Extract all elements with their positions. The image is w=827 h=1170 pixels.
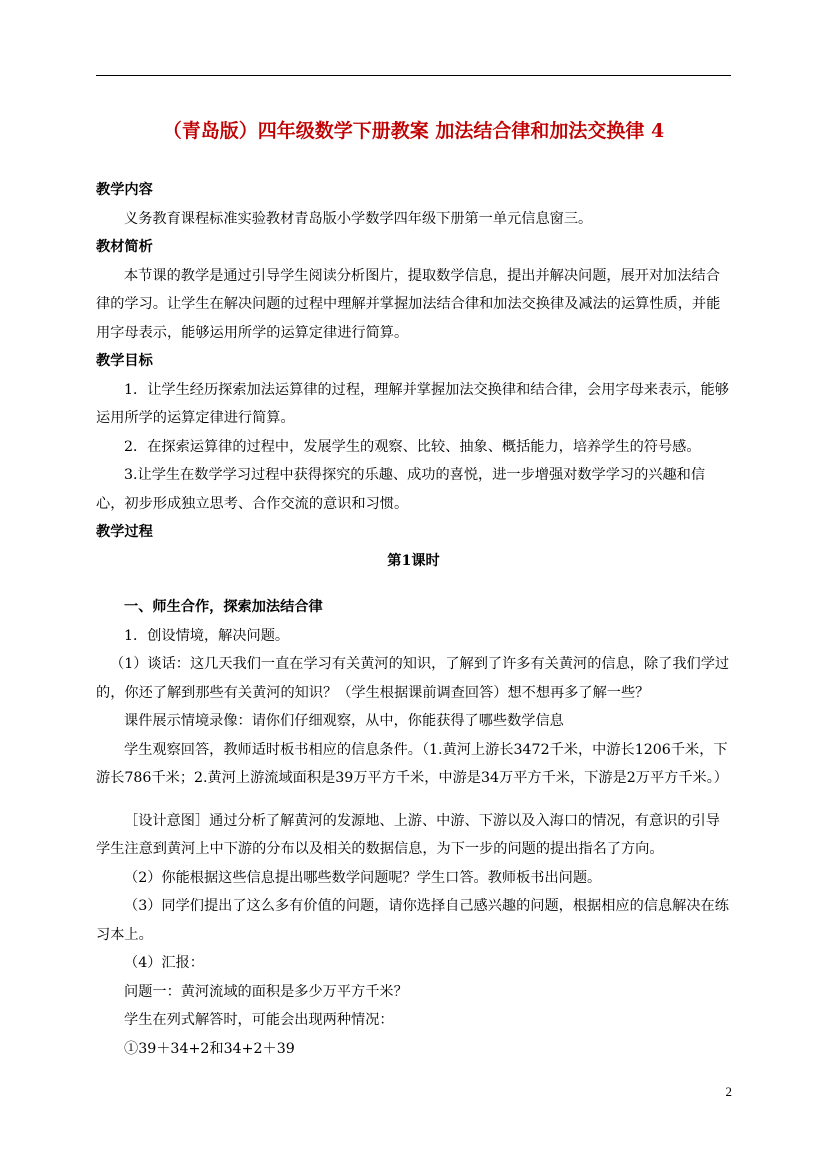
header-rule bbox=[96, 75, 731, 76]
section-heading-goals: 教学目标 bbox=[96, 353, 153, 369]
problem1-text: 问题一：黄河流域的面积是多少万平方千米？ bbox=[124, 983, 408, 1000]
design-intent-text: 通过分析了解黄河的发源地、上游、中游、下游以及入海口的情况，有意识的引导学生注意到黄河上中下游的分布以及相关的数据信息，为下一步的问题的提出指名了方向。 bbox=[96, 812, 720, 857]
page-number: 2 bbox=[725, 1084, 732, 1099]
report-paragraph: （4）汇报： bbox=[124, 955, 204, 971]
goal-item-1: 1．让学生经历探索加法运算律的过程，理解并掌握加法交换律和结合律，会用字母来表示，能够运用所学的运算定律进行简算。 bbox=[96, 381, 729, 426]
section-heading-content: 教学内容 bbox=[96, 182, 153, 198]
section-heading-analysis: 教材简析 bbox=[96, 239, 153, 255]
analysis-paragraph: 本节课的教学是通过引导学生阅读分析图片，提取数学信息，提出并解决问题，展开对加法结合律的学习。让学生在解决问题的过程中理解并掌握加法结合律和加法交换律及减法的运算性质，并能用字母表示，能够运用所学的运算定律进行简算。 bbox=[96, 267, 721, 341]
question2-paragraph: （2）你能根据这些信息提出哪些数学问题呢？学生口答。教师板书出问题。 bbox=[124, 869, 602, 886]
talk-paragraph: （1）谈话：这几天我们一直在学习有关黄河的知识，了解到了许多有关黄河的信息，除了我们学过的，你还了解到那些有关黄河的知识？（学生根据课前调查回答）想不想再多了解一些？ bbox=[96, 656, 730, 701]
step1-text: 1．创设情境，解决问题。 bbox=[124, 627, 290, 644]
lesson-label: 第1课时 bbox=[387, 552, 440, 569]
goal-item-2: 2．在探索运算律的过程中，发展学生的观察、比较、抽象、概括能力，培养学生的符号感。 bbox=[124, 438, 701, 455]
design-intent-label: ［设计意图］ bbox=[124, 812, 210, 829]
content-paragraph: 义务教育课程标准实验教材青岛版小学数学四年级下册第一单元信息窗三。 bbox=[124, 210, 593, 227]
section-heading-process: 教学过程 bbox=[96, 524, 153, 540]
document-title: （青岛版）四年级数学下册教案 加法结合律和加法交换律 4 bbox=[162, 120, 665, 142]
part1-heading: 一、师生合作，探索加法结合律 bbox=[124, 599, 323, 615]
observe-paragraph: 学生观察回答，教师适时板书相应的信息条件。（1.黄河上游长3472千米，中游长1206千米，下游长786千米；2.黄河上游流域面积是39万平方千米，中游是34万平方千米，下游是2万平方千米。） bbox=[96, 741, 728, 786]
goal-item-3: 3.让学生在数学学习过程中获得探究的乐趣、成功的喜悦，进一步增强对数学学习的兴趣和信心，初步形成独立思考、合作交流的意识和习惯。 bbox=[96, 467, 706, 512]
problem1-expression: ①39＋34+2和34+2＋39 bbox=[124, 1040, 295, 1057]
problem1-note: 学生在列式解答时，可能会出现两种情况： bbox=[124, 1012, 394, 1028]
question3-paragraph: （3）同学们提出了这么多有价值的问题，请你选择自己感兴趣的问题，根据相应的信息解决在练习本上。 bbox=[96, 898, 729, 943]
document-body bbox=[96, 176, 731, 1063]
video-paragraph: 课件展示情境录像：请你们仔细观察，从中，你能获得了哪些数学信息 bbox=[124, 713, 564, 729]
design-intent-paragraph bbox=[96, 807, 731, 864]
